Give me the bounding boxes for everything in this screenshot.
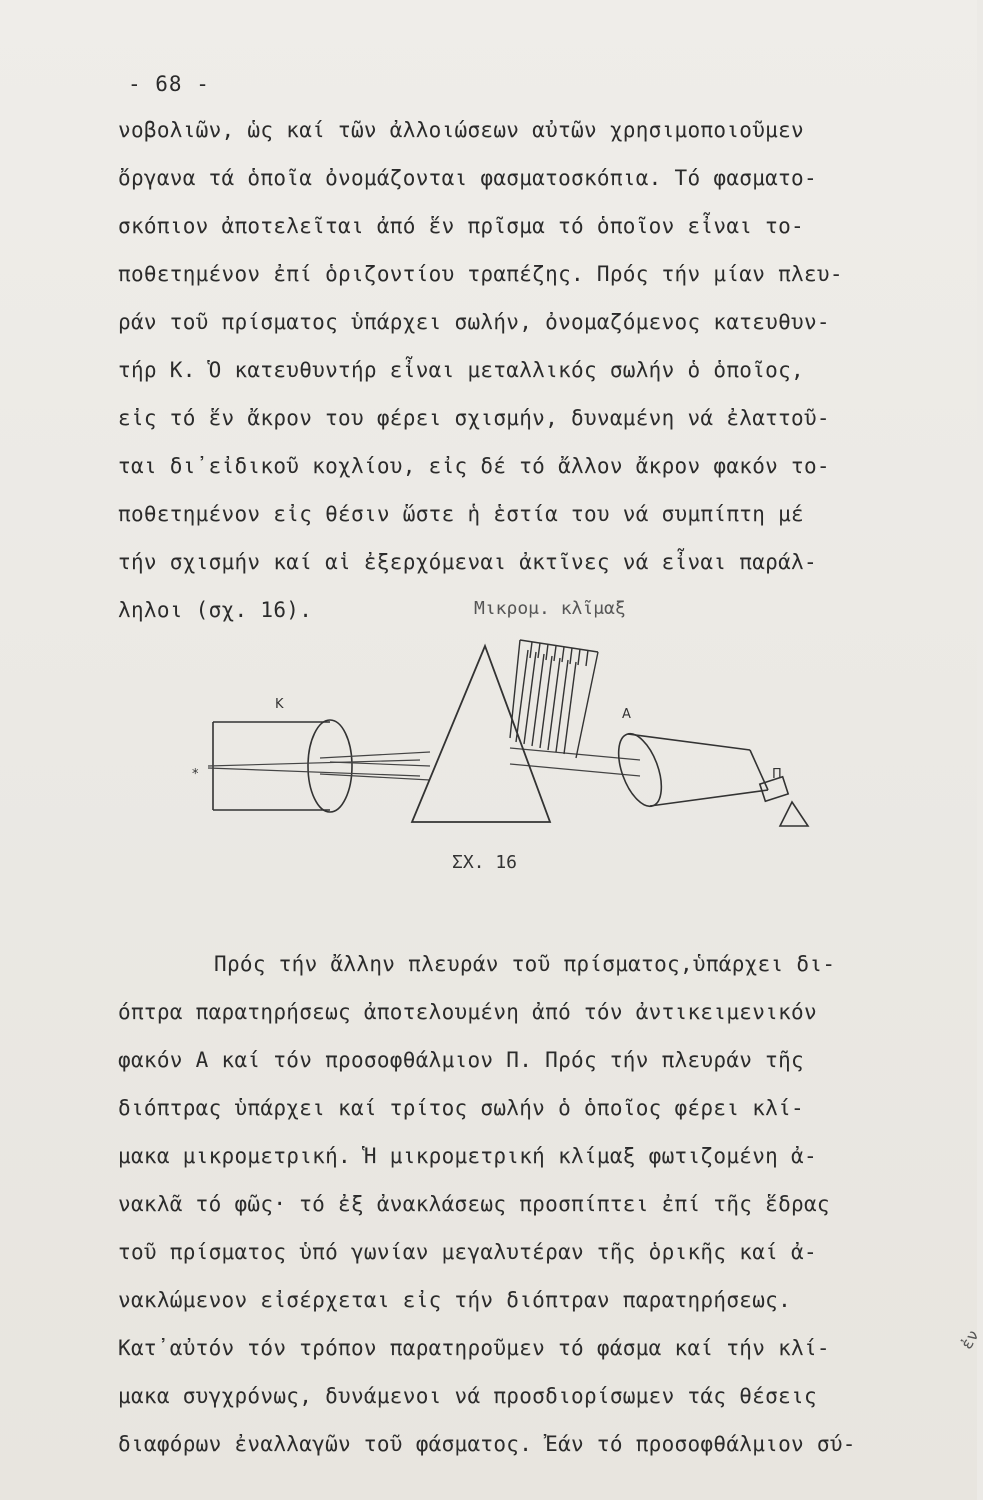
label-p: Π bbox=[772, 767, 782, 782]
text-line: νοβολιῶν, ὡς καί τῶν ἀλλοιώσεων αὐτῶν χρησιμοποιοῦμεν bbox=[118, 118, 804, 142]
text-line: τήρ Κ. Ὁ κατευθυντήρ εἶναι μεταλλικός σωλήν ὁ ὁποῖος, bbox=[118, 358, 804, 382]
text-line: ράν τοῦ πρίσματος ὑπάρχει σωλήν, ὀνομαζόμενος κατευθυν- bbox=[118, 310, 830, 334]
text-line: ποθετημένον ἐπί ὁριζοντίου τραπέζης. Πρός τήν μίαν πλευ- bbox=[118, 262, 843, 286]
page-number: - 68 - bbox=[128, 72, 210, 96]
text-line: όπτρα παρατηρήσεως ἀποτελουμένη ἀπό τόν ἀντικειμενικόν bbox=[118, 1000, 817, 1024]
text-line: ται δι᾽εἰδικοῦ κοχλίου, εἰς δέ τό ἄλλον ἄκρον φακόν το- bbox=[118, 454, 830, 478]
micrometer-scale bbox=[510, 640, 598, 758]
text-line: μακα συγχρόνως, δυνάμενοι νά προσδιορίσωμεν τάς θέσεις bbox=[118, 1384, 817, 1408]
margin-mark: ἐν bbox=[956, 1326, 983, 1353]
text-line: τήν σχισμήν καί αἱ ἐξερχόμεναι ἀκτῖνες νά εἶναι παράλ- bbox=[118, 550, 817, 574]
collimator-tube bbox=[213, 720, 352, 812]
figure-bottom-caption: ΣΧ. 16 bbox=[452, 852, 518, 873]
spectroscope-figure bbox=[180, 630, 840, 864]
label-a: Α bbox=[622, 707, 631, 722]
text-line: τοῦ πρίσματος ὑπό γωνίαν μεγαλυτέραν τῆς ὁρικῆς καί ἀ- bbox=[118, 1240, 817, 1264]
text-line: φακόν Α καί τόν προσοφθάλμιον Π. Πρός τήν πλευράν τῆς bbox=[118, 1048, 804, 1072]
text-line: νακλᾶ τό φῶς· τό ἐξ ἀνακλάσεως προσπίπτει ἐπί τῆς ἕδρας bbox=[118, 1192, 830, 1216]
text-line: σκόπιον ἀποτελεῖται ἀπό ἕν πρῖσμα τό ὁποῖον εἶναι το- bbox=[118, 214, 804, 238]
paragraph-1 bbox=[118, 106, 958, 634]
text-line: νακλώμενον εἰσέρχεται εἰς τήν διόπτραν παρατηρήσεως. bbox=[118, 1288, 792, 1312]
text-line: εἰς τό ἕν ἄκρον του φέρει σχισμήν, δυναμένη νά ἐλαττοῦ- bbox=[118, 406, 830, 430]
text-line: διόπτρας ὑπάρχει καί τρίτος σωλήν ὁ ὁποῖος φέρει κλί- bbox=[118, 1096, 804, 1120]
paragraph-2 bbox=[118, 940, 958, 1468]
label-k: Κ bbox=[275, 697, 284, 712]
text-line: διαφόρων ἐναλλαγῶν τοῦ φάσματος. Ἐάν τό προσοφθάλμιον σύ- bbox=[118, 1432, 856, 1456]
text-line: ὄργανα τά ὁποῖα ὀνομάζονται φασματοσκόπια. Τό φασματο- bbox=[118, 166, 817, 190]
light-beam bbox=[208, 748, 640, 780]
text-line: ληλοι (σχ. 16). bbox=[118, 598, 313, 622]
text-line: Πρός τήν ἄλλην πλευράν τοῦ πρίσματος,ὑπάρχει δι- bbox=[214, 952, 836, 976]
figure-top-caption: Μικρομ. κλῖμαξ bbox=[474, 598, 626, 619]
label-star: * bbox=[192, 767, 199, 782]
text-line: Κατ᾽αὐτόν τόν τρόπον παρατηροῦμεν τό φάσμα καί τήν κλί- bbox=[118, 1336, 830, 1360]
prism bbox=[412, 646, 550, 822]
text-line: μακα μικρομετρική. Ἡ μικρομετρική κλίμαξ φωτιζομένη ἀ- bbox=[118, 1144, 817, 1168]
text-line: ποθετημένον εἰς θέσιν ὥστε ἡ ἑστία του νά συμπίπτη μέ bbox=[118, 502, 804, 526]
